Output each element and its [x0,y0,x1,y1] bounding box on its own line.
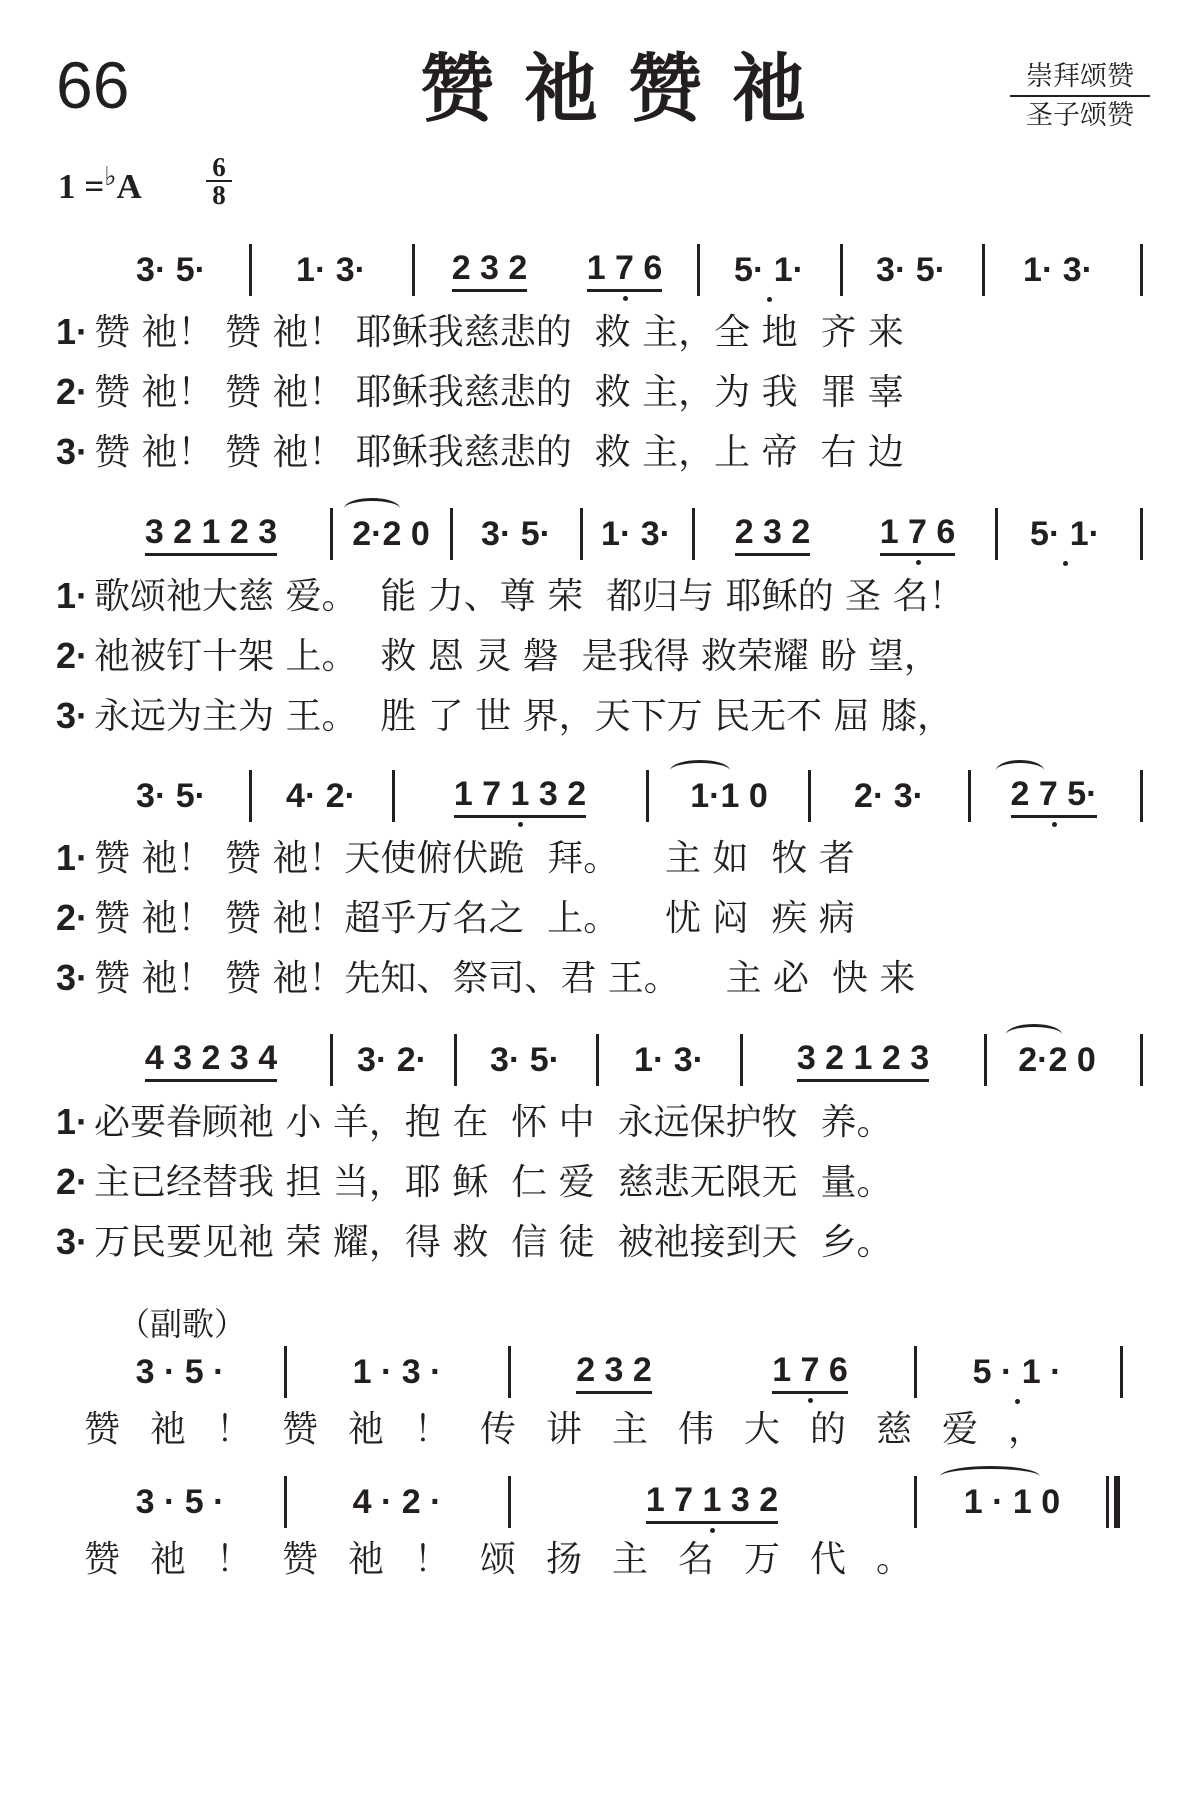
note-group: 5· 1· [1030,514,1100,553]
note-group: 1· 3· [634,1040,704,1079]
verse-number: 2· [56,635,89,676]
verse-text: 赞 祂！ 赞 祂！超乎万名之 上。 忧 闷 疾 病 [94,898,855,939]
bar-line [984,1034,987,1086]
chorus-label: （副歌） [118,1305,247,1343]
measure [292,1346,502,1398]
measure [336,1034,448,1086]
tie-arc [1006,1024,1062,1045]
bar-line [1106,1476,1109,1528]
lyric-line [56,1220,1166,1264]
measure [586,508,686,560]
bar-line [454,1034,457,1086]
note-group: 4 3 2 3 4 [145,1039,277,1082]
bar-line [840,244,843,296]
verse-text: 赞 祂！ 赞 祂！先知、祭司、君 王。 主 必 快 来 [94,958,916,999]
bar-line [697,244,700,296]
note-group: 1 7 1 3 2 [454,775,586,818]
lyric-line [56,956,1166,1000]
lyric-line [56,634,1166,678]
note-group: 2 3 2 [576,1351,652,1394]
notation-row-1 [0,244,1200,304]
measure [748,1034,978,1086]
measure [814,770,964,822]
bar-line [412,244,415,296]
bar-line [1140,1034,1143,1086]
measure [922,1346,1112,1398]
measure [96,1034,326,1086]
measure [460,1034,590,1086]
verse-text: 赞 祂！ 赞 祂！ 耶稣我慈悲的 救 主，全 地 齐 来 [94,312,904,353]
note-group: 4 · 2 · [352,1482,442,1521]
verse-number: 2· [56,1161,89,1202]
notation-row-3 [0,770,1200,830]
chorus-lyric-line: 赞祂！赞祂！传讲主伟大的慈爱， [84,1409,1075,1450]
measure [96,244,246,296]
note-group: 2·2 0 [1018,1040,1096,1079]
note-group: 4· 2· [286,776,356,815]
verse-text: 赞 祂！ 赞 祂！ 耶稣我慈悲的 救 主，上 帝 右 边 [94,432,904,473]
measure [422,244,692,296]
tie-arc [996,760,1044,781]
chorus-notation-row-2 [0,1476,1200,1536]
verse-text: 歌颂祂大慈 爱。 能 力、尊 荣 都归与 耶稣的 圣 名！ [94,576,965,617]
note-group: 1 · 1 0 [963,1482,1061,1521]
verse-number: 1· [56,837,89,878]
bar-line [1120,1346,1123,1398]
note-group: 1 7 6 [587,249,663,292]
note-group: 5 · 1 · [972,1352,1062,1391]
key-prefix: 1 = [58,167,105,206]
bar-line [284,1476,287,1528]
verse-number: 1· [56,311,89,352]
note-group: 2 3 2 [452,249,528,292]
measure [292,1476,502,1528]
verse-text: 永远为主为 王。 胜 了 世 界，天下万 民无不 屈 膝， [94,696,954,737]
bar-line [249,770,252,822]
note-group: 3 · 5 · [135,1482,225,1521]
verse-text: 万民要见祂 荣 耀，得 救 信 徒 被祂接到天 乡。 [94,1222,893,1263]
bar-line [392,770,395,822]
verse-number: 3· [56,431,89,472]
measure [516,1346,908,1398]
bar-line [982,244,985,296]
note-group: 1· 3· [296,250,366,289]
bar-line [330,1034,333,1086]
bar-line [508,1346,511,1398]
bar-line [808,770,811,822]
measure [400,770,640,822]
time-numerator: 6 [212,152,226,182]
note-group: 3· 5· [490,1040,560,1079]
note-group: 2· 3· [854,776,924,815]
measure [604,1034,734,1086]
note-group: 3 2 1 2 3 [797,1039,929,1082]
note-group: 1 7 1 3 2 [646,1481,778,1524]
note-group: 3· 5· [876,250,946,289]
note-group: 1 7 6 [772,1351,848,1394]
measure [1000,508,1130,560]
note-group: 3· 5· [136,250,206,289]
note-group: 3· 5· [481,514,551,553]
measure [96,508,326,560]
note-group: 1 7 6 [880,513,956,556]
verse-text: 赞 祂！ 赞 祂！ 耶稣我慈悲的 救 主，为 我 罪 辜 [94,372,904,413]
bar-line [968,770,971,822]
category-primary: 崇拜颂赞 [1010,58,1150,97]
lyric-line [56,370,1166,414]
bar-line [692,508,695,560]
verse-number: 2· [56,897,89,938]
hymn-number: 66 [56,48,130,122]
bar-line [1140,244,1143,296]
measure [456,508,576,560]
measure [704,244,834,296]
notation-row-4 [0,1034,1200,1094]
tie-arc [344,498,400,519]
note-group: 2 3 2 [735,513,811,556]
note-group: 1· 3· [1023,250,1093,289]
note-group: 3 · 5 · [135,1352,225,1391]
lyric-line [56,310,1166,354]
time-denominator: 8 [206,180,232,208]
lyric-line [56,1100,1166,1144]
measure [700,508,990,560]
bar-line [249,244,252,296]
measure [96,770,246,822]
bar-line [330,508,333,560]
note-group: 3 2 1 2 3 [145,513,277,556]
bar-line [1140,770,1143,822]
measure [988,244,1128,296]
bar-line [646,770,649,822]
bar-line [914,1346,917,1398]
note-group: 3· 2· [357,1040,427,1079]
bar-line [995,508,998,560]
note-group: 1· 3· [601,514,671,553]
lyric-line [56,430,1166,474]
note-group: 1 · 3 · [352,1352,442,1391]
notation-row-2 [0,508,1200,568]
lyric-line [56,836,1166,880]
bar-line [914,1476,917,1528]
bar-line [596,1034,599,1086]
final-bar-line [1114,1476,1120,1528]
bar-line [1140,508,1143,560]
note-group: 5· 1· [734,250,804,289]
measure [516,1476,908,1528]
lyric-line [56,1160,1166,1204]
key-signature [58,164,142,204]
key-note: A [116,167,142,206]
bar-line [740,1034,743,1086]
lyric-line [56,896,1166,940]
note-group: 1·1 0 [690,776,768,815]
hymn-category [1010,58,1150,134]
bar-line [450,508,453,560]
flat-sign: ♭ [104,162,117,191]
verse-text: 主已经替我 担 当，耶 稣 仁 爱 慈悲无限无 量。 [94,1162,893,1203]
measure [846,244,976,296]
tie-arc [940,1466,1040,1487]
lyric-line [56,574,1166,618]
hymn-title: 赞祂赞祂 [420,46,836,132]
bar-line [508,1476,511,1528]
verse-number: 3· [56,957,89,998]
verse-number: 3· [56,1221,89,1262]
note-group: 2 7 5· [1011,775,1098,818]
verse-text: 赞 祂！ 赞 祂！天使俯伏跪 拜。 主 如 牧 者 [94,838,855,879]
verse-number: 1· [56,575,89,616]
lyric-line [56,694,1166,738]
verse-number: 3· [56,695,89,736]
verse-number: 2· [56,371,89,412]
bar-line [284,1346,287,1398]
chorus-lyric-line: 赞祂！赞祂！颂扬主名万代。 [84,1539,943,1580]
verse-number: 1· [56,1101,89,1142]
category-secondary: 圣子颂赞 [1026,100,1134,131]
measure [80,1476,280,1528]
chorus-notation-row-1 [0,1346,1200,1406]
measure [256,770,386,822]
measure [256,244,406,296]
verse-text: 祂被钉十架 上。 救 恩 灵 磐 是我得 救荣耀 盼 望， [94,636,940,677]
note-group: 2·2 0 [352,514,430,553]
verse-text: 必要眷顾祂 小 羊，抱 在 怀 中 永远保护牧 养。 [94,1102,893,1143]
note-group: 3· 5· [136,776,206,815]
tie-arc [670,760,730,781]
measure [80,1346,280,1398]
bar-line [580,508,583,560]
time-signature [206,154,232,208]
